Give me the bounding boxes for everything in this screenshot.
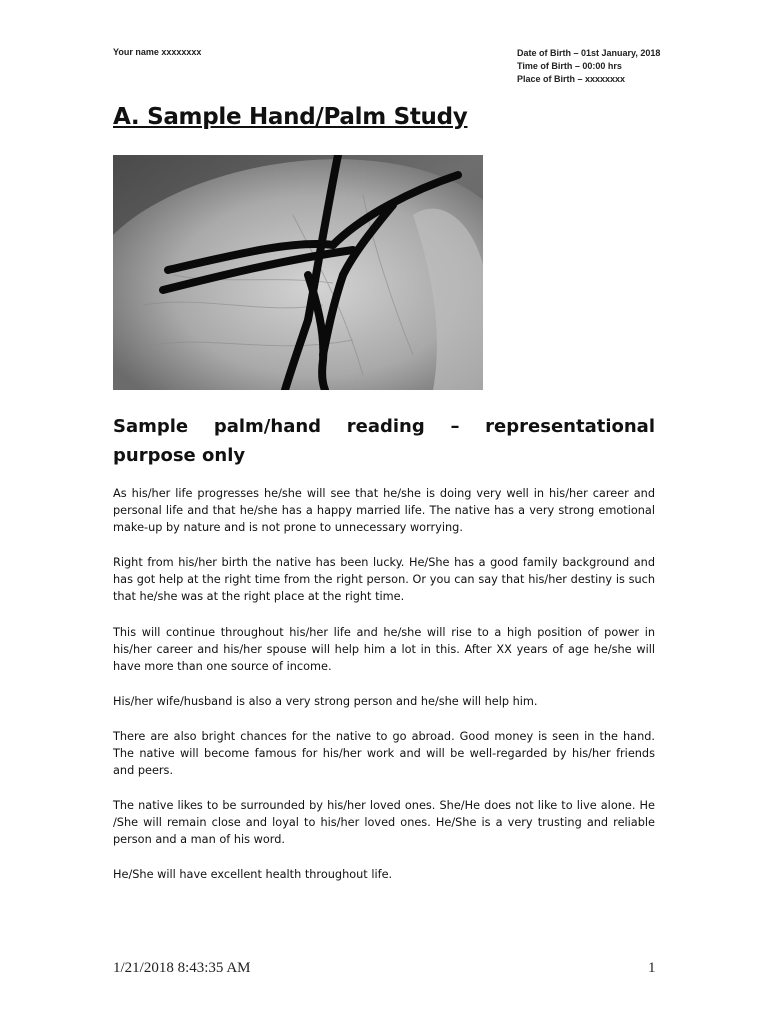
place-of-birth: Place of Birth – xxxxxxxx bbox=[517, 74, 626, 84]
paragraph-7: He/She will have excellent health throughout life. bbox=[113, 868, 393, 881]
author-name: Your name xxxxxxxx bbox=[113, 47, 202, 57]
print-timestamp: 1/21/2018 8:43:35 AM bbox=[113, 960, 251, 976]
page-title: A. Sample Hand/Palm Study bbox=[113, 104, 468, 130]
paragraph-2: Right from his/her birth the native has been lucky. He/She has a good family background and has got help at the right time from the right person. Or you can say that his/her destiny is such that he/she was at the right place at the right time. bbox=[113, 556, 655, 603]
palm-photo bbox=[113, 155, 483, 390]
paragraph-3: This will continue throughout his/her life and he/she will rise to a high position of power in his/her career and his/her spouse will help him a lot in this. After XX years of age he/she will have more than one source of income. bbox=[113, 626, 655, 673]
paragraph-1: As his/her life progresses he/she will see that he/she is doing very well in his/her career and personal life and that he/she has a happy married life. The native has a very strong emotional make-up by nature and is not prone to unnecessary worrying. bbox=[113, 487, 655, 534]
paragraph-4: His/her wife/husband is also a very strong person and he/she will help him. bbox=[113, 695, 538, 708]
section-subtitle: Sample palm/hand reading – representational purpose only bbox=[113, 416, 655, 466]
paragraph-5: There are also bright chances for the native to go abroad. Good money is seen in the hand. The native will become famous for his/her work and will be well-regarded by his/her friends and peers. bbox=[113, 730, 655, 777]
date-of-birth: Date of Birth – 01st January, 2018 bbox=[517, 48, 661, 58]
paragraph-6: The native likes to be surrounded by his/her loved ones. She/He does not like to live alone. He /She will remain close and loyal to his/her loved ones. He/She is a very trusting and reliable person and a man of his word. bbox=[113, 799, 655, 846]
page-number: 1 bbox=[648, 960, 656, 976]
birth-details bbox=[517, 47, 660, 86]
time-of-birth: Time of Birth – 00:00 hrs bbox=[517, 61, 622, 71]
